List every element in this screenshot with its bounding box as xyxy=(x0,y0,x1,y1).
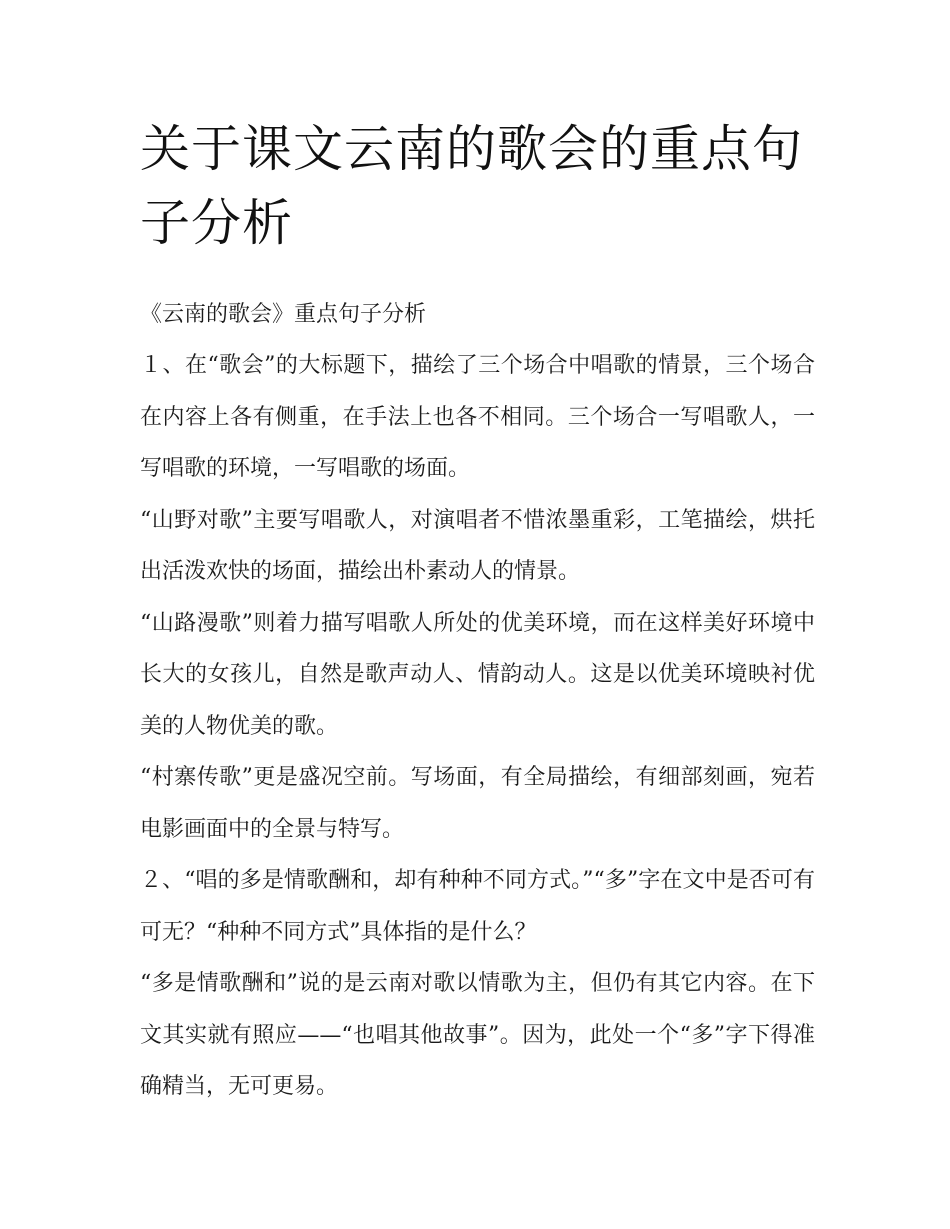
paragraph-6: “多是情歌酬和”说的是云南对歌以情歌为主，但仍有其它内容。在下文其实就有照应——“也唱其他故事”。因为，此处一个“多”字下得准确精当，无可更易。 xyxy=(140,971,815,1099)
paragraph-3: “山路漫歌”则着力描写唱歌人所处的优美环境，而在这样美好环境中长大的女孩儿，自然是歌声动人、情韵动人。这是以优美环境映衬优美的人物优美的歌。 xyxy=(140,610,815,739)
document-subtitle: 《云南的歌会》重点句子分析 xyxy=(140,302,427,327)
paragraph-4: “村寨传歌”更是盛况空前。写场面，有全局描绘，有细部刻画，宛若电影画面中的全景与特写。 xyxy=(140,765,815,842)
paragraph-1: １、在“歌会”的大标题下，描绘了三个场合中唱歌的情景，三个场合在内容上各有侧重，在手法上也各不相同。三个场合一写唱歌人，一写唱歌的环境，一写唱歌的场面。 xyxy=(140,353,815,481)
paragraph-2: “山野对歌”主要写唱歌人，对演唱者不惜浓墨重彩，工笔描绘，烘托出活泼欢快的场面，描绘出朴素动人的情景。 xyxy=(140,507,815,584)
document-page xyxy=(140,112,815,1113)
paragraph-5: ２、“唱的多是情歌酬和，却有种种不同方式。”“多”字在文中是否可有可无？“种种不同方式”具体指的是什么？ xyxy=(140,868,815,945)
document-title: 关于课文云南的歌会的重点句子分析 xyxy=(140,120,803,252)
